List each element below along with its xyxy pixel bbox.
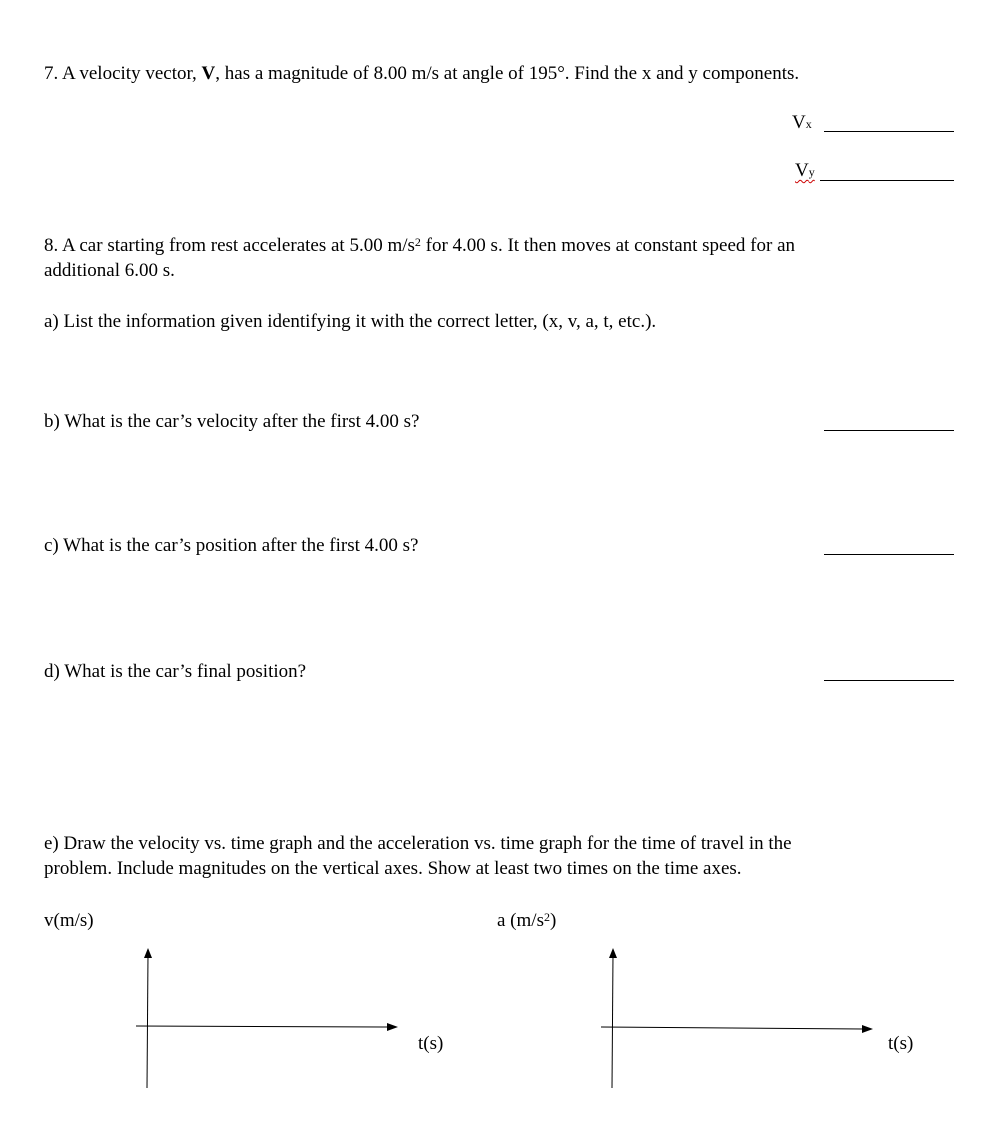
vx-sub: x <box>805 117 812 131</box>
q8-part-e-line2: problem. Include magnitudes on the vertical axes. Show at least two times on the time axes. <box>44 858 742 879</box>
q7-text-pre: 7. A velocity vector, <box>44 63 202 84</box>
velocity-graph-axes[interactable] <box>130 940 410 1090</box>
acceleration-y-arrowhead <box>609 948 617 958</box>
acceleration-x-axis <box>601 1027 863 1029</box>
q8-part-a: a) List the information given identifying it with the correct letter, (x, v, a, t, etc.). <box>44 311 657 332</box>
velocity-graph-ylabel: v(m/s) <box>44 910 94 931</box>
accel-ylabel-post: ) <box>549 910 557 931</box>
velocity-y-axis <box>147 954 148 1088</box>
vy-answer-line[interactable] <box>820 180 954 181</box>
vx-main: V <box>792 112 806 133</box>
q7-vector-symbol: V <box>201 63 216 84</box>
velocity-x-axis <box>136 1026 388 1027</box>
q8-line1-post: for 4.00 s. It then moves at constant speed for an <box>420 235 796 256</box>
q8-part-c: c) What is the car’s position after the first 4.00 s? <box>44 535 419 556</box>
q8-line1-pre: 8. A car starting from rest accelerates at 5.00 m/s <box>44 235 415 256</box>
accel-ylabel-sup: 2 <box>543 910 550 924</box>
q7-prompt <box>44 61 799 86</box>
vy-sub: y <box>808 165 815 179</box>
acceleration-y-axis <box>612 954 613 1088</box>
acceleration-graph-xlabel: t(s) <box>888 1033 914 1054</box>
part-b-answer-line[interactable] <box>824 430 954 431</box>
part-c-answer-line[interactable] <box>824 554 954 555</box>
q8-prompt-line1 <box>44 233 795 258</box>
accel-ylabel-pre: a (m/s <box>497 910 544 931</box>
vx-label <box>792 112 812 134</box>
q7-text-post: , has a magnitude of 8.00 m/s at angle of 195°. Find the x and y components. <box>215 63 800 84</box>
vy-main: V <box>795 160 809 181</box>
acceleration-graph-ylabel <box>497 908 556 933</box>
velocity-y-arrowhead <box>144 948 152 958</box>
q8-line1-sup: 2 <box>414 235 421 249</box>
q8-part-e-line1: e) Draw the velocity vs. time graph and the acceleration vs. time graph for the time of travel in the <box>44 833 792 854</box>
acceleration-x-arrowhead <box>862 1025 873 1033</box>
q8-prompt-line2: additional 6.00 s. <box>44 260 175 281</box>
vx-answer-line[interactable] <box>824 131 954 132</box>
q8-part-b: b) What is the car’s velocity after the first 4.00 s? <box>44 411 420 432</box>
velocity-x-arrowhead <box>387 1023 398 1031</box>
part-d-answer-line[interactable] <box>824 680 954 681</box>
acceleration-graph-axes[interactable] <box>595 940 885 1090</box>
velocity-graph-xlabel: t(s) <box>418 1033 444 1054</box>
vy-label <box>795 160 815 182</box>
q8-part-d: d) What is the car’s final position? <box>44 661 307 682</box>
